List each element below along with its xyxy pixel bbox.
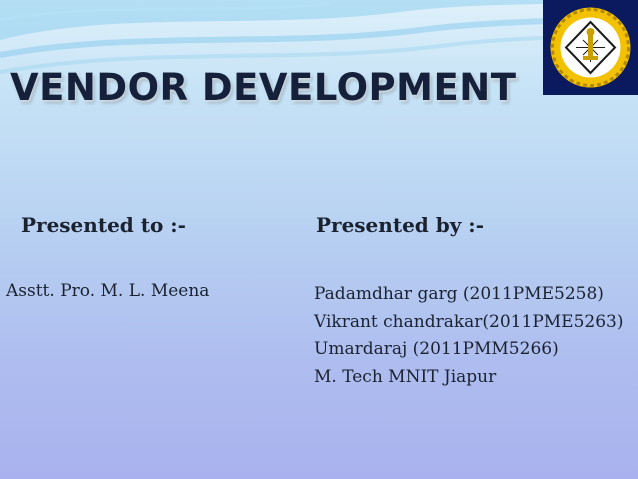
presented-by-list: [314, 281, 623, 391]
presenter-line: Vikrant chandrakar(2011PME5263): [314, 311, 624, 332]
presented-by-heading: Presented by :-: [316, 213, 484, 237]
presenter-line: Umardaraj (2011PMM5266): [314, 339, 559, 359]
institute-seal-icon: [543, 0, 638, 95]
presented-to-heading: Presented to :-: [21, 213, 186, 237]
slide-title: VENDOR DEVELOPMENT: [10, 66, 517, 109]
presented-to-name: Asstt. Pro. M. L. Meena: [6, 281, 210, 301]
presenter-line: Padamdhar garg (2011PME5258): [314, 284, 604, 304]
presenter-line: M. Tech MNIT Jiapur: [314, 366, 497, 387]
